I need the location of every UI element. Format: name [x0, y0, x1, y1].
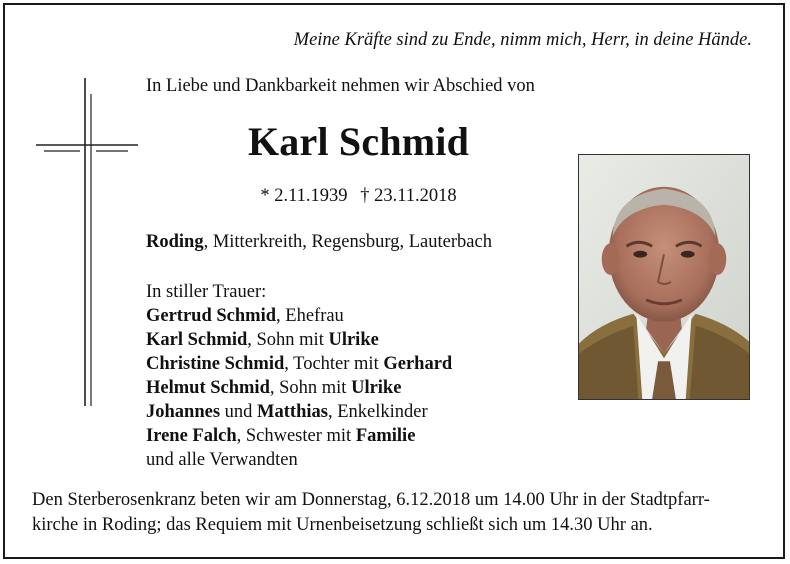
mourner-line [146, 400, 452, 424]
service-info [32, 488, 762, 538]
death-date: † 23.11.2018 [360, 186, 457, 206]
mourner-relation: , Sohn mit [269, 378, 352, 398]
place-rest: , Mitterkreith, Regensburg, Lauterbach [203, 232, 492, 252]
mourner-name: Johannes [146, 402, 221, 422]
portrait-photo [578, 154, 750, 400]
mourner-line [146, 304, 452, 328]
service-line-1: Den Sterberosenkranz beten wir am Donnerstag, 6.12.2018 um 14.00 Uhr in der Stadtpfarr- [32, 490, 710, 510]
mourner-relation: , Ehefrau [276, 306, 344, 326]
places [146, 232, 492, 253]
intro-text: In Liebe und Dankbarkeit nehmen wir Abschied von [146, 76, 535, 96]
mourner-line [146, 328, 452, 352]
mourner-name: Karl Schmid [146, 330, 248, 350]
motto: Meine Kräfte sind zu Ende, nimm mich, Herr, in deine Hände. [293, 30, 752, 50]
mourner-name: Gerhard [383, 354, 453, 374]
mourner-relation: und alle Verwandten [146, 450, 298, 470]
mourners-heading: In stiller Trauer: [146, 282, 267, 302]
mourners-list [146, 280, 452, 472]
mourner-name: Christine Schmid [146, 354, 285, 374]
mourner-name: Ulrike [351, 378, 402, 398]
place-main: Roding [146, 232, 204, 252]
mourner-line [146, 448, 452, 472]
birth-date: * 2.11.1939 [260, 186, 348, 206]
mourner-relation: , Sohn mit [247, 330, 329, 350]
mourner-name: Irene Falch [146, 426, 237, 446]
mourner-name: Gertrud Schmid [146, 306, 277, 326]
mourner-line [146, 424, 452, 448]
mourner-relation: , Schwester mit [236, 426, 356, 446]
deceased-name: Karl Schmid [247, 119, 470, 164]
service-line-2: kirche in Roding; das Requiem mit Urnenbeisetzung schließt sich um 14.30 Uhr an. [32, 515, 653, 535]
mourner-name: Helmut Schmid [146, 378, 270, 398]
mourner-relation: , Enkelkinder [327, 402, 428, 422]
mourner-relation: , Tochter mit [284, 354, 384, 374]
mourner-name: Matthias [257, 402, 328, 422]
mourner-name: Familie [355, 426, 416, 446]
mourner-relation: und [220, 402, 258, 422]
mourner-line [146, 376, 452, 400]
mourner-name: Ulrike [328, 330, 379, 350]
mourner-line [146, 352, 452, 376]
